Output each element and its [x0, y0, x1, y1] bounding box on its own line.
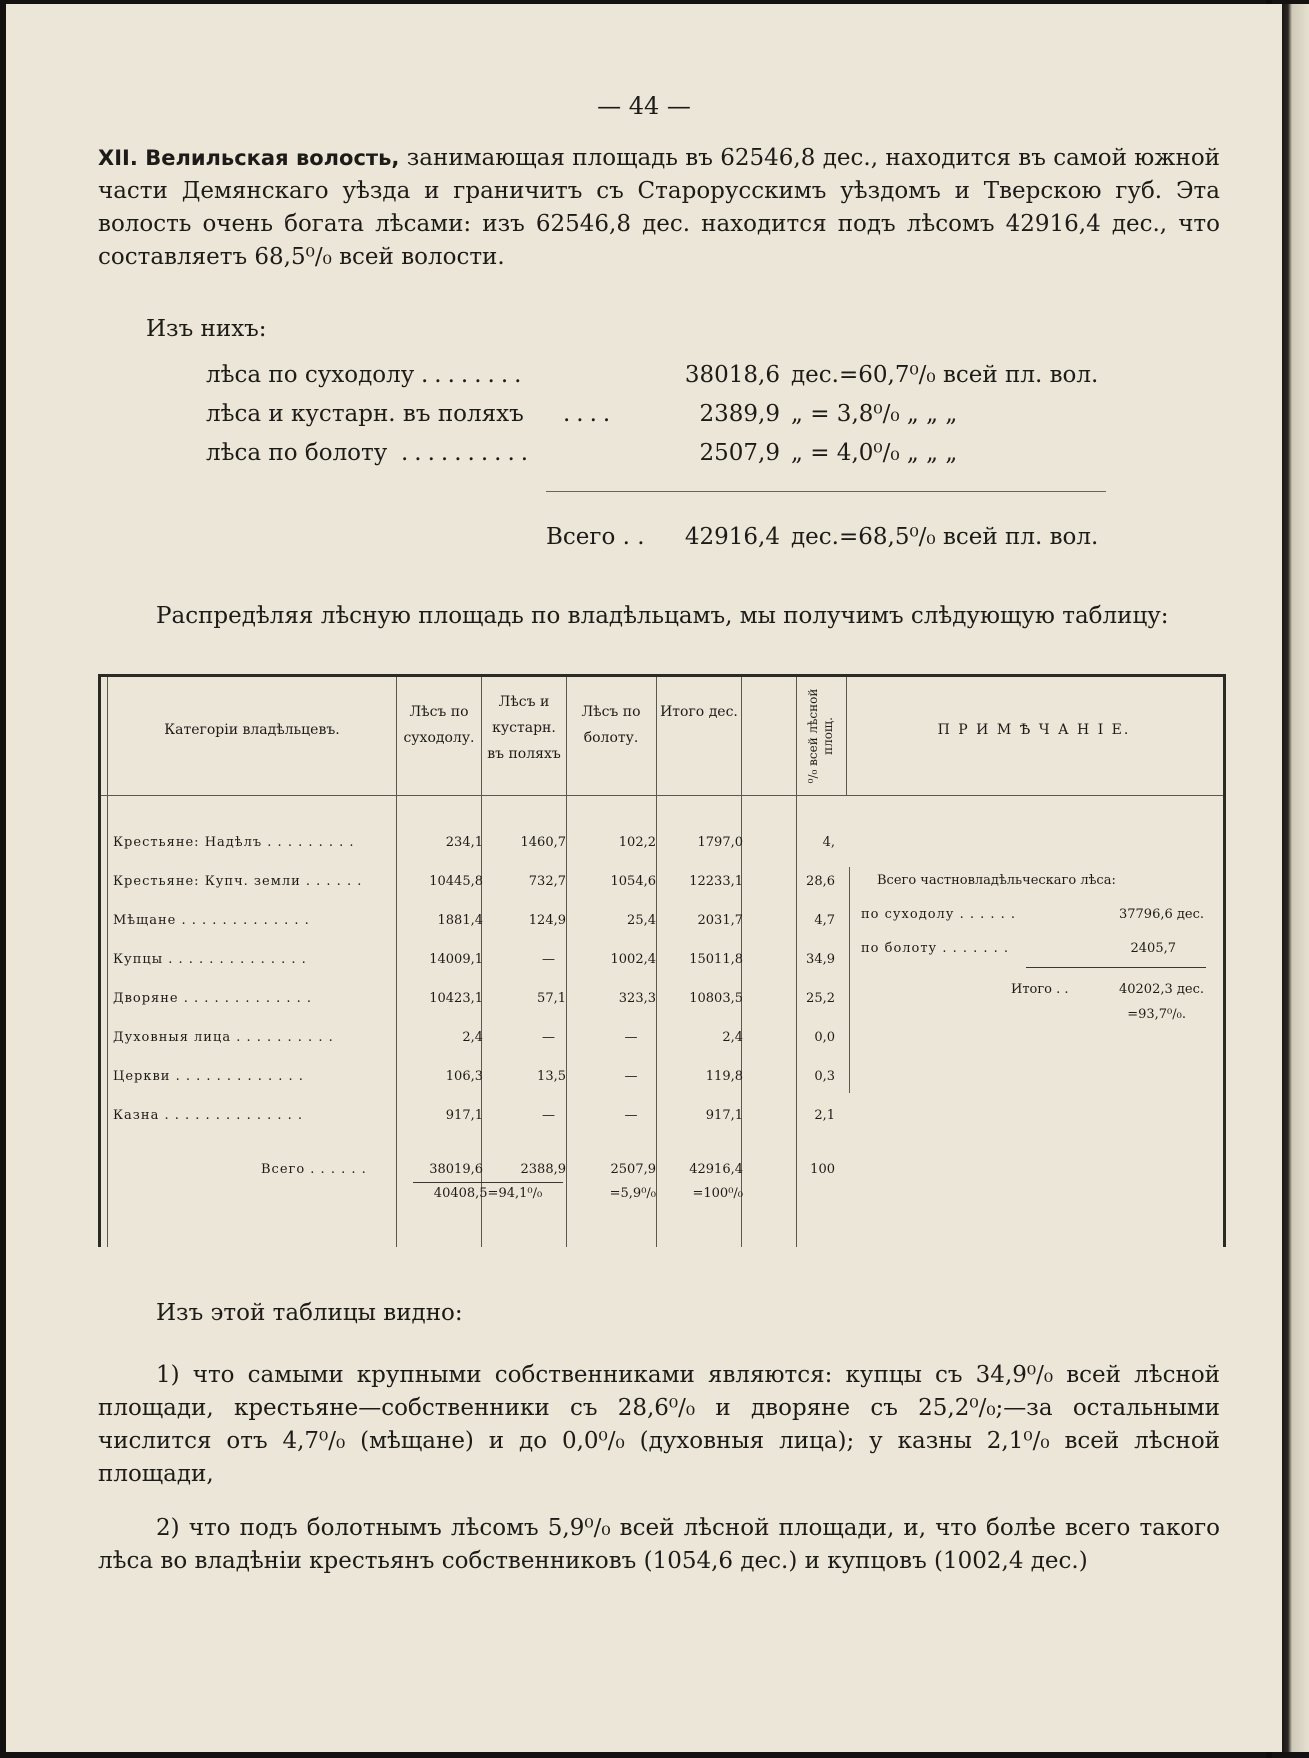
cell-percent: 28,6: [806, 874, 835, 889]
column-divider: [846, 677, 847, 795]
leader-dots: ........: [421, 362, 528, 388]
intro-text: занимающая площадь въ 62546,8 дес., находится въ самой южной части Демянскаго уѣзда и граничитъ съ Старорусскимъ уѣздомъ и Тверскою губ. Эта волость очень богата лѣсами: изъ 62546,8 дес. находится подъ лѣсомъ 42916,4 дес., что составляетъ 68,5⁰/₀ всей волости.: [98, 145, 1220, 270]
forest-row-label: лѣса и кустарн. въ поляхъ: [206, 401, 524, 427]
forest-row-value: 2389,9: [699, 401, 780, 427]
column-divider: [396, 677, 397, 1247]
cell-percent: 4,: [822, 835, 835, 850]
cell-total: 10803,5: [689, 991, 743, 1006]
note-title: Всего частновладѣльческаго лѣса:: [877, 873, 1116, 888]
cell-swamp: 323,3: [618, 991, 656, 1006]
conclusion-point-1: 1) что самыми крупными собственниками являются: купцы съ 34,9⁰/₀ всей лѣсной площади, крестьяне—собственники съ 28,6⁰/₀ и дворяне съ 25,2⁰/₀;—за остальными числится отъ 4,7⁰/₀ (мѣщане) и до 0,0⁰/₀ (духовныя лица); у казны 2,1⁰/₀ всей лѣсной площади,: [98, 1362, 1220, 1487]
column-divider: [566, 677, 567, 1247]
page-number: — 44 —: [597, 92, 691, 120]
total-dry: 38019,6: [429, 1162, 483, 1177]
cell-total: 1797,0: [697, 835, 743, 850]
sum-rule: [546, 491, 1106, 492]
row-category: Казна . . . . . . . . . . . . . .: [113, 1108, 304, 1123]
cell-total: 119,8: [705, 1069, 743, 1084]
cell-dry: 10423,1: [429, 991, 483, 1006]
forest-row-share: „ = 4,0⁰/₀ „ „ „: [791, 440, 958, 466]
cell-dry: 917,1: [445, 1108, 483, 1123]
forest-total-value: 42916,4: [684, 524, 780, 550]
total-shrub: 2388,9: [520, 1162, 566, 1177]
leader-dots: ..........: [401, 440, 535, 466]
cell-swamp: 25,4: [627, 913, 656, 928]
cell-shrub: —: [542, 952, 555, 967]
cell-dry: 106,3: [445, 1069, 483, 1084]
table-intro: Распредѣляя лѣсную площадь по владѣльцамъ, мы получимъ слѣдующую таблицу:: [156, 603, 1169, 629]
forest-row-label: лѣса по болоту: [206, 440, 388, 466]
row-category: Купцы . . . . . . . . . . . . . .: [113, 952, 307, 967]
cell-total: 15011,8: [689, 952, 743, 967]
note-underline: [1026, 967, 1206, 968]
cell-shrub: 124,9: [528, 913, 566, 928]
row-category: Духовныя лица . . . . . . . . . .: [113, 1030, 334, 1045]
cell-total: 917,1: [705, 1108, 743, 1123]
header-dry-forest: Лѣсъ по суходолу.: [403, 704, 475, 746]
cell-shrub: 13,5: [537, 1069, 566, 1084]
forest-row-share: „ = 3,8⁰/₀ „ „ „: [791, 401, 958, 427]
volost-heading: XII. Велильская волость,: [98, 146, 400, 170]
cell-percent: 34,9: [806, 952, 835, 967]
row-category: Дворяне . . . . . . . . . . . . .: [113, 991, 313, 1006]
forest-total-label: Всего . .: [546, 524, 645, 550]
cell-shrub: —: [542, 1030, 555, 1045]
cell-total: 12233,1: [689, 874, 743, 889]
conclusion-point-2: 2) что подъ болотнымъ лѣсомъ 5,9⁰/₀ всей лѣсной площади, и, что болѣе всего такого лѣса во владѣніи крестьянъ собственниковъ (1054,6 дес.) и купцовъ (1002,4 дес.): [98, 1515, 1220, 1574]
cell-percent: 0,3: [814, 1069, 835, 1084]
cell-shrub: —: [542, 1108, 555, 1123]
cell-swamp: —: [624, 1108, 638, 1123]
note-total-label: Итого . .: [1011, 982, 1069, 997]
table-inner-border: [107, 677, 108, 1247]
forest-row: [206, 440, 1106, 474]
note-percent: =93,7⁰/₀.: [1127, 1007, 1186, 1022]
share-total: =100⁰/₀: [692, 1186, 743, 1201]
from-them-label: Изъ нихъ:: [146, 316, 267, 342]
total-swamp: 2507,9: [610, 1162, 656, 1177]
cell-percent: 2,1: [814, 1108, 835, 1123]
forest-total-row: [546, 524, 1146, 558]
cell-dry: 1881,4: [437, 913, 483, 928]
header-rule: [101, 795, 1223, 796]
row-category: Мѣщане . . . . . . . . . . . . .: [113, 913, 310, 928]
total-forest: 42916,4: [689, 1162, 743, 1177]
cell-dry: 2,4: [462, 1030, 483, 1045]
cell-swamp: 1054,6: [610, 874, 656, 889]
book-page: [6, 4, 1282, 1752]
forest-row-share: дес.=60,7⁰/₀ всей пл. вол.: [791, 362, 1099, 388]
header-category: Категоріи владѣльцевъ.: [164, 722, 340, 738]
column-divider: [656, 677, 657, 1247]
header-note: П Р И М Ѣ Ч А Н І Е.: [937, 722, 1131, 738]
cell-swamp: 1002,4: [610, 952, 656, 967]
forest-row-value: 38018,6: [684, 362, 780, 388]
row-category: Церкви . . . . . . . . . . . . .: [113, 1069, 304, 1084]
cell-total: 2,4: [722, 1030, 743, 1045]
note-total-value: 40202,3 дес.: [1118, 982, 1204, 997]
cell-percent: 0,0: [814, 1030, 835, 1045]
cell-swamp: —: [624, 1069, 638, 1084]
page-gutter: [1282, 4, 1309, 1752]
header-total: Итого дес.: [660, 704, 738, 720]
row-category: Крестьяне: Надѣлъ . . . . . . . . .: [113, 835, 355, 850]
cell-dry: 10445,8: [429, 874, 483, 889]
cell-swamp: —: [624, 1030, 638, 1045]
note-dry-value: 37796,6 дес.: [1118, 907, 1204, 922]
total-label: Всего . . . . . .: [261, 1162, 367, 1177]
forest-row-label: лѣса по суходолу: [206, 362, 415, 388]
forest-row-value: 2507,9: [699, 440, 780, 466]
note-swamp-value: 2405,7: [1130, 941, 1176, 956]
forest-row: [206, 362, 1106, 396]
cell-percent: 25,2: [806, 991, 835, 1006]
row-category: Крестьяне: Купч. земли . . . . . .: [113, 874, 363, 889]
header-percent: ⁰/₀ всей лѣсной площ.: [806, 688, 835, 784]
note-bracket: [849, 867, 850, 1093]
note-dry-label: по суходолу . . . . . .: [861, 907, 1017, 922]
cell-dry: 14009,1: [429, 952, 483, 967]
cell-percent: 4,7: [814, 913, 835, 928]
forest-total-share: дес.=68,5⁰/₀ всей пл. вол.: [791, 524, 1099, 550]
share-dry-shrub: 40408,5=94,1⁰/₀: [433, 1186, 543, 1201]
share-swamp: =5,9⁰/₀: [609, 1186, 656, 1201]
cell-shrub: 1460,7: [520, 835, 566, 850]
intro-paragraph: [98, 142, 1220, 274]
cell-shrub: 732,7: [528, 874, 566, 889]
forest-row: [206, 401, 1106, 435]
header-shrub-forest: Лѣсъ и кустарн. въ поляхъ: [487, 694, 561, 762]
ownership-table: [98, 674, 1226, 1247]
total-percent: 100: [810, 1162, 835, 1177]
cell-shrub: 57,1: [537, 991, 566, 1006]
leader-dots: ....: [563, 401, 617, 427]
conclusion-intro: Изъ этой таблицы видно:: [156, 1300, 463, 1326]
cell-swamp: 102,2: [618, 835, 656, 850]
header-swamp-forest: Лѣсъ по болоту.: [581, 704, 641, 746]
cell-dry: 234,1: [445, 835, 483, 850]
note-swamp-label: по болоту . . . . . . .: [861, 941, 1010, 956]
cell-total: 2031,7: [697, 913, 743, 928]
